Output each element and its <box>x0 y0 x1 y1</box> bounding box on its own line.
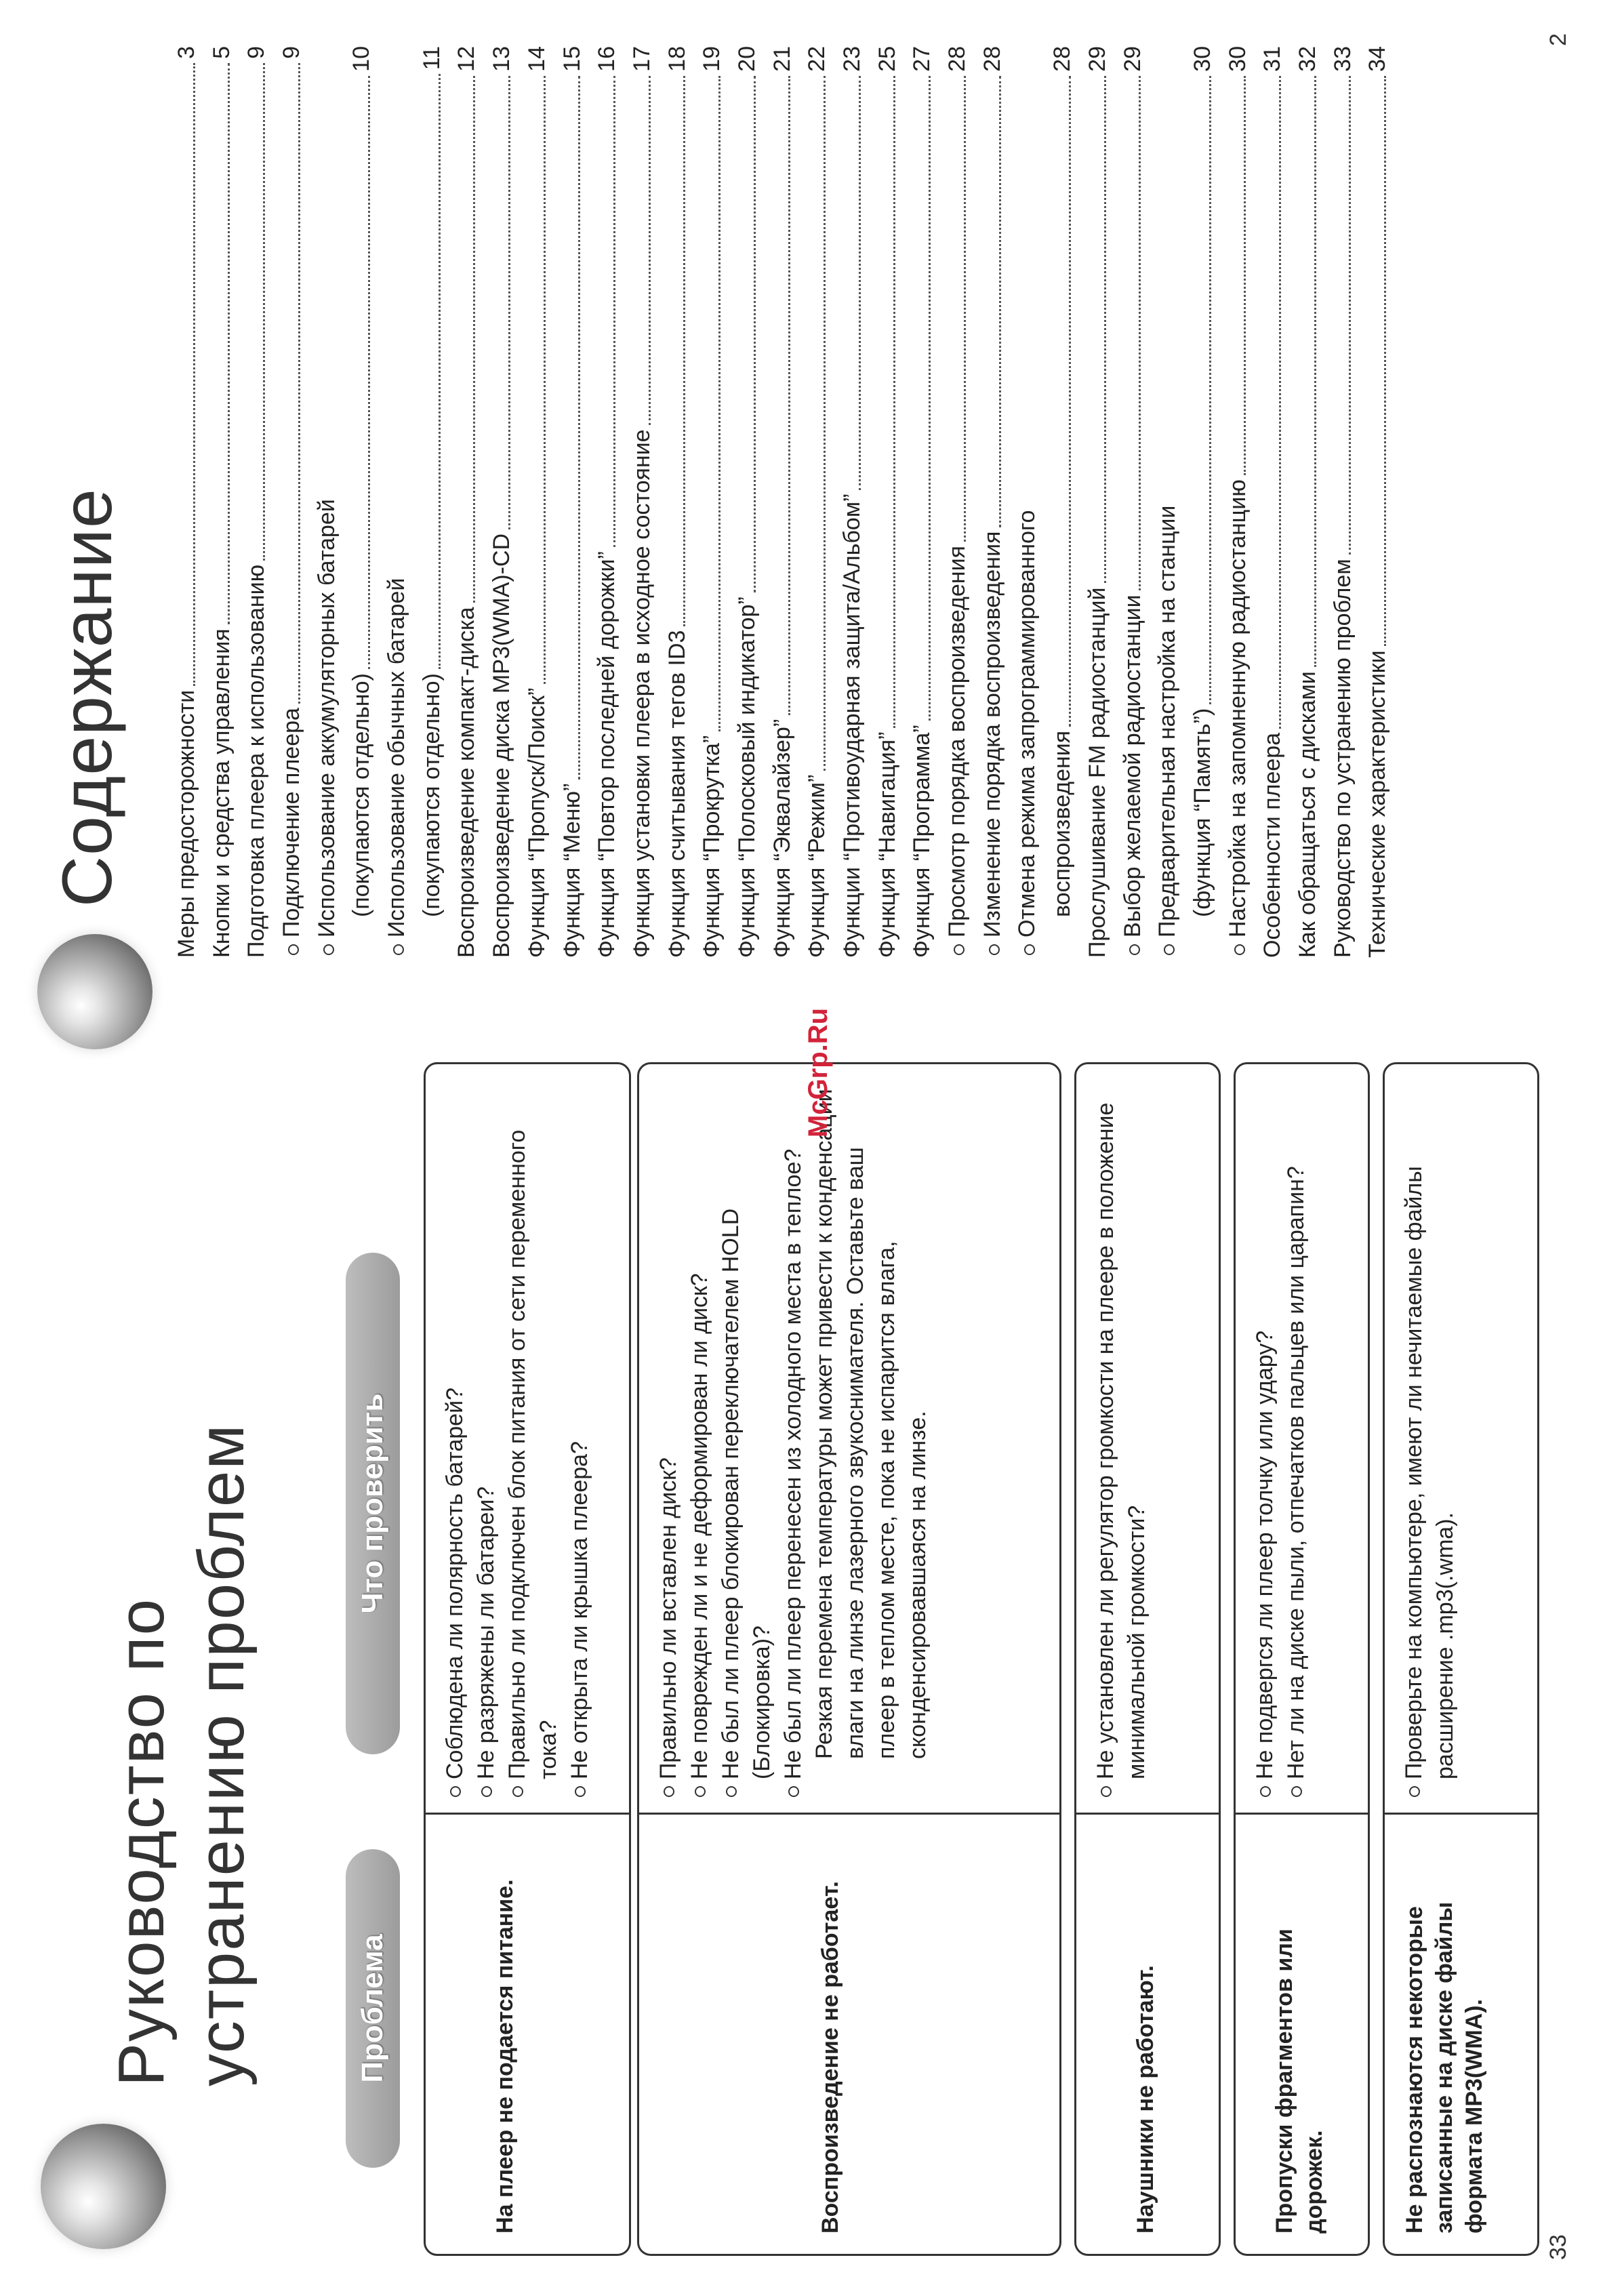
toc-item-page: 20 <box>733 46 760 72</box>
toc-item-title: Меры предосторожности <box>173 689 199 958</box>
toc-item-title: воспроизведения <box>1049 730 1076 917</box>
toc-item-page: 11 <box>418 46 445 70</box>
toc-item-page: 16 <box>594 46 620 72</box>
table-row <box>1383 1062 1539 2256</box>
toc-item-title: Функция “Эквалайзер” <box>769 719 795 958</box>
check-item: Соблюдена ли полярность батарей? <box>439 1081 470 1800</box>
toc-item <box>870 46 906 958</box>
toc-item <box>975 46 1011 958</box>
toc-item <box>344 46 380 958</box>
check-list <box>1090 1081 1152 1800</box>
toc-leader-dots <box>193 63 195 686</box>
toc-leader-dots <box>368 76 370 669</box>
toc-leader-dots <box>1139 76 1141 591</box>
toc-item <box>660 46 695 958</box>
check-item: Не был ли плеер перенесен из холодного места в теплое? <box>777 1081 809 1800</box>
toc-item <box>1150 46 1185 958</box>
toc-leader-dots <box>613 76 615 548</box>
toc-item <box>905 46 940 958</box>
toc-item-page: 14 <box>523 46 550 72</box>
toc-item <box>275 46 310 958</box>
toc-leader-dots <box>929 76 931 721</box>
toc-item-title: Функции “Противоударная защита/Альбом” <box>839 493 866 958</box>
toc-leader-dots <box>1069 76 1071 727</box>
toc-item-title: Функция “Полосковый индикатор” <box>733 597 760 958</box>
toc-item <box>380 46 415 958</box>
toc-item-title: Воспроизведение компакт-диска <box>453 607 480 958</box>
check-item: Не открыта ли крышка плеера? <box>564 1081 595 1800</box>
toc-item <box>1291 46 1326 958</box>
toc-item-page: 34 <box>1364 46 1391 72</box>
toc-item <box>730 46 765 958</box>
page-number-left: 33 <box>1545 2234 1571 2260</box>
toc-item <box>485 46 520 958</box>
table-row <box>1074 1062 1221 2256</box>
check-item: Не поврежден ли и не деформирован ли диск? <box>684 1081 715 1800</box>
toc-item <box>415 46 450 958</box>
toc-item-title: Функция “Программа” <box>909 725 935 958</box>
toc-item-page: 12 <box>453 46 480 72</box>
toc-item-title: Настройка на запомненную радиостанцию <box>1224 479 1251 937</box>
toc-leader-dots <box>788 76 790 715</box>
toc-item-page: 25 <box>874 46 900 72</box>
toc-leader-dots <box>824 76 826 771</box>
toc-item-page: 23 <box>839 46 866 72</box>
toc-item <box>450 46 485 958</box>
problem-text: Пропуски фрагментов или дорожек. <box>1272 1928 1327 2234</box>
toc-leader-dots <box>999 76 1001 527</box>
toc-item-page: 22 <box>804 46 830 72</box>
check-item: Не разряжены ли батареи? <box>470 1081 502 1800</box>
toc-item-page: 30 <box>1189 46 1215 72</box>
toc-item-page: 27 <box>909 46 935 72</box>
toc-leader-dots <box>439 74 441 669</box>
row-divider <box>1236 1813 1368 1815</box>
toc-item <box>520 46 555 958</box>
contents-title: Содержание <box>48 488 127 907</box>
toc-item-title: Функция “Пропуск/Поиск” <box>523 687 550 958</box>
check-item: Правильно ли подключен блок питания от сети переменного тока? <box>502 1081 564 1800</box>
toc-item-page: 29 <box>1119 46 1145 72</box>
toc-item <box>1185 46 1221 958</box>
toc-item-title: Изменение порядка воспроизведения <box>979 531 1005 937</box>
row-divider <box>1076 1813 1219 1815</box>
toc-item-page: 28 <box>944 46 971 72</box>
row-divider <box>639 1813 1059 1815</box>
toc-leader-dots <box>298 63 300 704</box>
toc-leader-dots <box>544 76 546 684</box>
toc-item-title: Предварительная настройка на станции <box>1154 505 1181 937</box>
check-item: Не был ли плеер блокирован переключателем HOLD (Блокировка)? <box>715 1081 777 1800</box>
toc-item <box>1326 46 1361 958</box>
toc-leader-dots <box>508 76 510 529</box>
toc-item-page: 19 <box>699 46 725 72</box>
toc-item-title: Особенности плеера <box>1259 732 1286 958</box>
problem-text: Наушники не работают. <box>1133 1965 1158 2234</box>
toc-item-title: Функция “Повтор последней дорожки” <box>594 551 620 958</box>
toc-item-title: Выбор желаемой радиостанции <box>1119 594 1145 937</box>
toc-item <box>800 46 835 958</box>
toc-item <box>940 46 975 958</box>
toc-item-page: 28 <box>1049 46 1076 72</box>
toc-item <box>695 46 730 958</box>
toc-item-page: 9 <box>279 46 305 59</box>
toc-item <box>310 46 345 958</box>
row-divider <box>426 1813 629 1815</box>
problem-text: Воспроизведение не работает. <box>817 1881 843 2234</box>
toc-leader-dots <box>1279 76 1281 729</box>
header-check: Что проверить <box>346 1253 400 1754</box>
toc-leader-dots <box>1384 76 1386 647</box>
toc-leader-dots <box>649 76 651 426</box>
toc-item-title: Использование обычных батарей <box>384 578 410 937</box>
toc-item <box>1116 46 1151 958</box>
toc-item <box>765 46 800 958</box>
toc-item-title: Воспроизведение диска MP3(WMA)-CD <box>489 533 515 958</box>
toc-item-title: (функция “Память”) <box>1189 708 1215 917</box>
toc-item-title: (покупаются отдельно) <box>348 673 375 917</box>
toc-item-title: Функция “Прокрутка” <box>699 735 725 958</box>
check-list <box>1249 1081 1312 1800</box>
toc-leader-dots <box>754 76 756 592</box>
toc-leader-dots <box>1209 76 1211 704</box>
toc-item <box>835 46 870 958</box>
table-row <box>424 1062 631 2256</box>
header-problem: Проблема <box>346 1849 400 2168</box>
toc-leader-dots <box>893 76 895 728</box>
toc-item <box>1255 46 1291 958</box>
toc-item-page: 32 <box>1294 46 1320 72</box>
problem-text: Не распознаются некоторые записанные на диске файлы формата MP3(WMA). <box>1402 1901 1487 2234</box>
toc-item-page: 10 <box>348 46 375 72</box>
toc-leader-dots <box>1244 76 1246 475</box>
toc-item-title: Функция “Меню” <box>559 783 585 958</box>
toc-item-title: Руководство по устранению проблем <box>1329 559 1356 958</box>
toc-item <box>590 46 625 958</box>
toc-leader-dots <box>1104 76 1106 584</box>
toc-item <box>1221 46 1256 958</box>
toc-item <box>1360 46 1396 958</box>
troubleshooting-title-line2: устранению проблем <box>185 1423 258 2086</box>
toc-item-page: 9 <box>243 46 270 59</box>
toc-item-title: Кнопки и средства управления <box>208 628 235 958</box>
toc-leader-dots <box>473 76 475 603</box>
toc-item-page: 29 <box>1084 46 1110 72</box>
toc-item-title: Прослушивание FM радиостанций <box>1084 587 1110 958</box>
problem-text: На плеер не подается питание. <box>492 1879 518 2234</box>
toc-item <box>1080 46 1116 958</box>
page-number-right: 2 <box>1545 33 1571 46</box>
toc-leader-dots <box>578 76 580 780</box>
table-row <box>1234 1062 1370 2256</box>
toc-leader-dots <box>1314 76 1316 667</box>
check-item: Не подвергся ли плеер толчку или удару? <box>1249 1081 1280 1800</box>
toc-leader-dots <box>1349 76 1351 555</box>
toc-item <box>169 46 205 958</box>
toc-item-title: Функция “Режим” <box>804 774 830 958</box>
table-row <box>637 1062 1061 2256</box>
toc-item <box>239 46 275 958</box>
toc-leader-dots <box>683 76 685 626</box>
toc-item-title: Как обращаться с дисками <box>1294 671 1320 958</box>
toc-item-title: Подключение плеера <box>279 708 305 937</box>
toc-item-page: 21 <box>769 46 795 72</box>
toc-leader-dots <box>263 63 265 561</box>
sphere-bullet-icon <box>37 934 153 1049</box>
toc-item-title: Отмена режима запрограммированного <box>1014 510 1040 937</box>
toc-item <box>625 46 660 958</box>
toc-item-page: 15 <box>559 46 585 72</box>
check-item: Правильно ли вставлен диск? <box>653 1081 684 1800</box>
toc-item-page: 18 <box>664 46 690 72</box>
toc-item <box>1045 46 1080 958</box>
row-divider <box>1385 1813 1537 1815</box>
toc-item-page: 3 <box>173 46 199 59</box>
toc-leader-dots <box>228 63 230 624</box>
toc-item <box>205 46 240 958</box>
check-note: Резкая перемена температуры может привести к конденсации влаги на линзе лазерного звукоснимателя. Оставьте ваш плеер в теплом месте, пока не испарится влага, сконденсировавшаяся на линзе. <box>811 1089 931 1759</box>
toc-item-page: 30 <box>1224 46 1251 72</box>
toc-leader-dots <box>859 76 861 490</box>
toc-item-page: 17 <box>628 46 655 72</box>
troubleshooting-title <box>102 1423 262 2086</box>
check-list <box>1398 1081 1461 1800</box>
check-item: Проверьте на компьютере, имеют ли нечитаемые файлы расширение .mp3(.wma). <box>1398 1081 1461 1800</box>
toc-item <box>555 46 590 958</box>
toc-item-title: Функция считывания тегов ID3 <box>664 630 690 958</box>
toc-item-title: Подготовка плеера к использованию <box>243 564 270 958</box>
toc-item <box>1011 46 1046 958</box>
check-item: Нет ли на диске пыли, отпечатков пальцев или царапин? <box>1280 1081 1312 1800</box>
troubleshooting-title-line1: Руководство по <box>105 1597 178 2086</box>
toc-item-page: 31 <box>1259 46 1286 72</box>
toc-leader-dots <box>964 76 966 542</box>
toc-item-page: 5 <box>208 46 235 59</box>
sphere-bullet-icon <box>41 2124 166 2249</box>
table-of-contents <box>169 46 1396 958</box>
check-list <box>439 1081 595 1800</box>
toc-item-page: 13 <box>489 46 515 72</box>
toc-leader-dots <box>718 76 720 731</box>
watermark: McGrp.Ru <box>803 1007 833 1137</box>
check-item: Не установлен ли регулятор громкости на плеере в положение минимальной громкости? <box>1090 1081 1152 1800</box>
toc-item-title: Функция “Навигация” <box>874 731 900 958</box>
toc-item-page: 33 <box>1329 46 1356 72</box>
toc-item-title: Использование аккумуляторных батарей <box>313 499 340 937</box>
toc-item-title: Технические характеристики <box>1364 650 1391 958</box>
toc-item-title: Функция установки плеера в исходное состояние <box>628 429 655 958</box>
toc-item-title: Просмотр порядка воспроизведения <box>944 546 971 937</box>
toc-item-page: 28 <box>979 46 1005 72</box>
check-list <box>653 1081 933 1800</box>
toc-item-title: (покупаются отдельно) <box>418 673 445 917</box>
